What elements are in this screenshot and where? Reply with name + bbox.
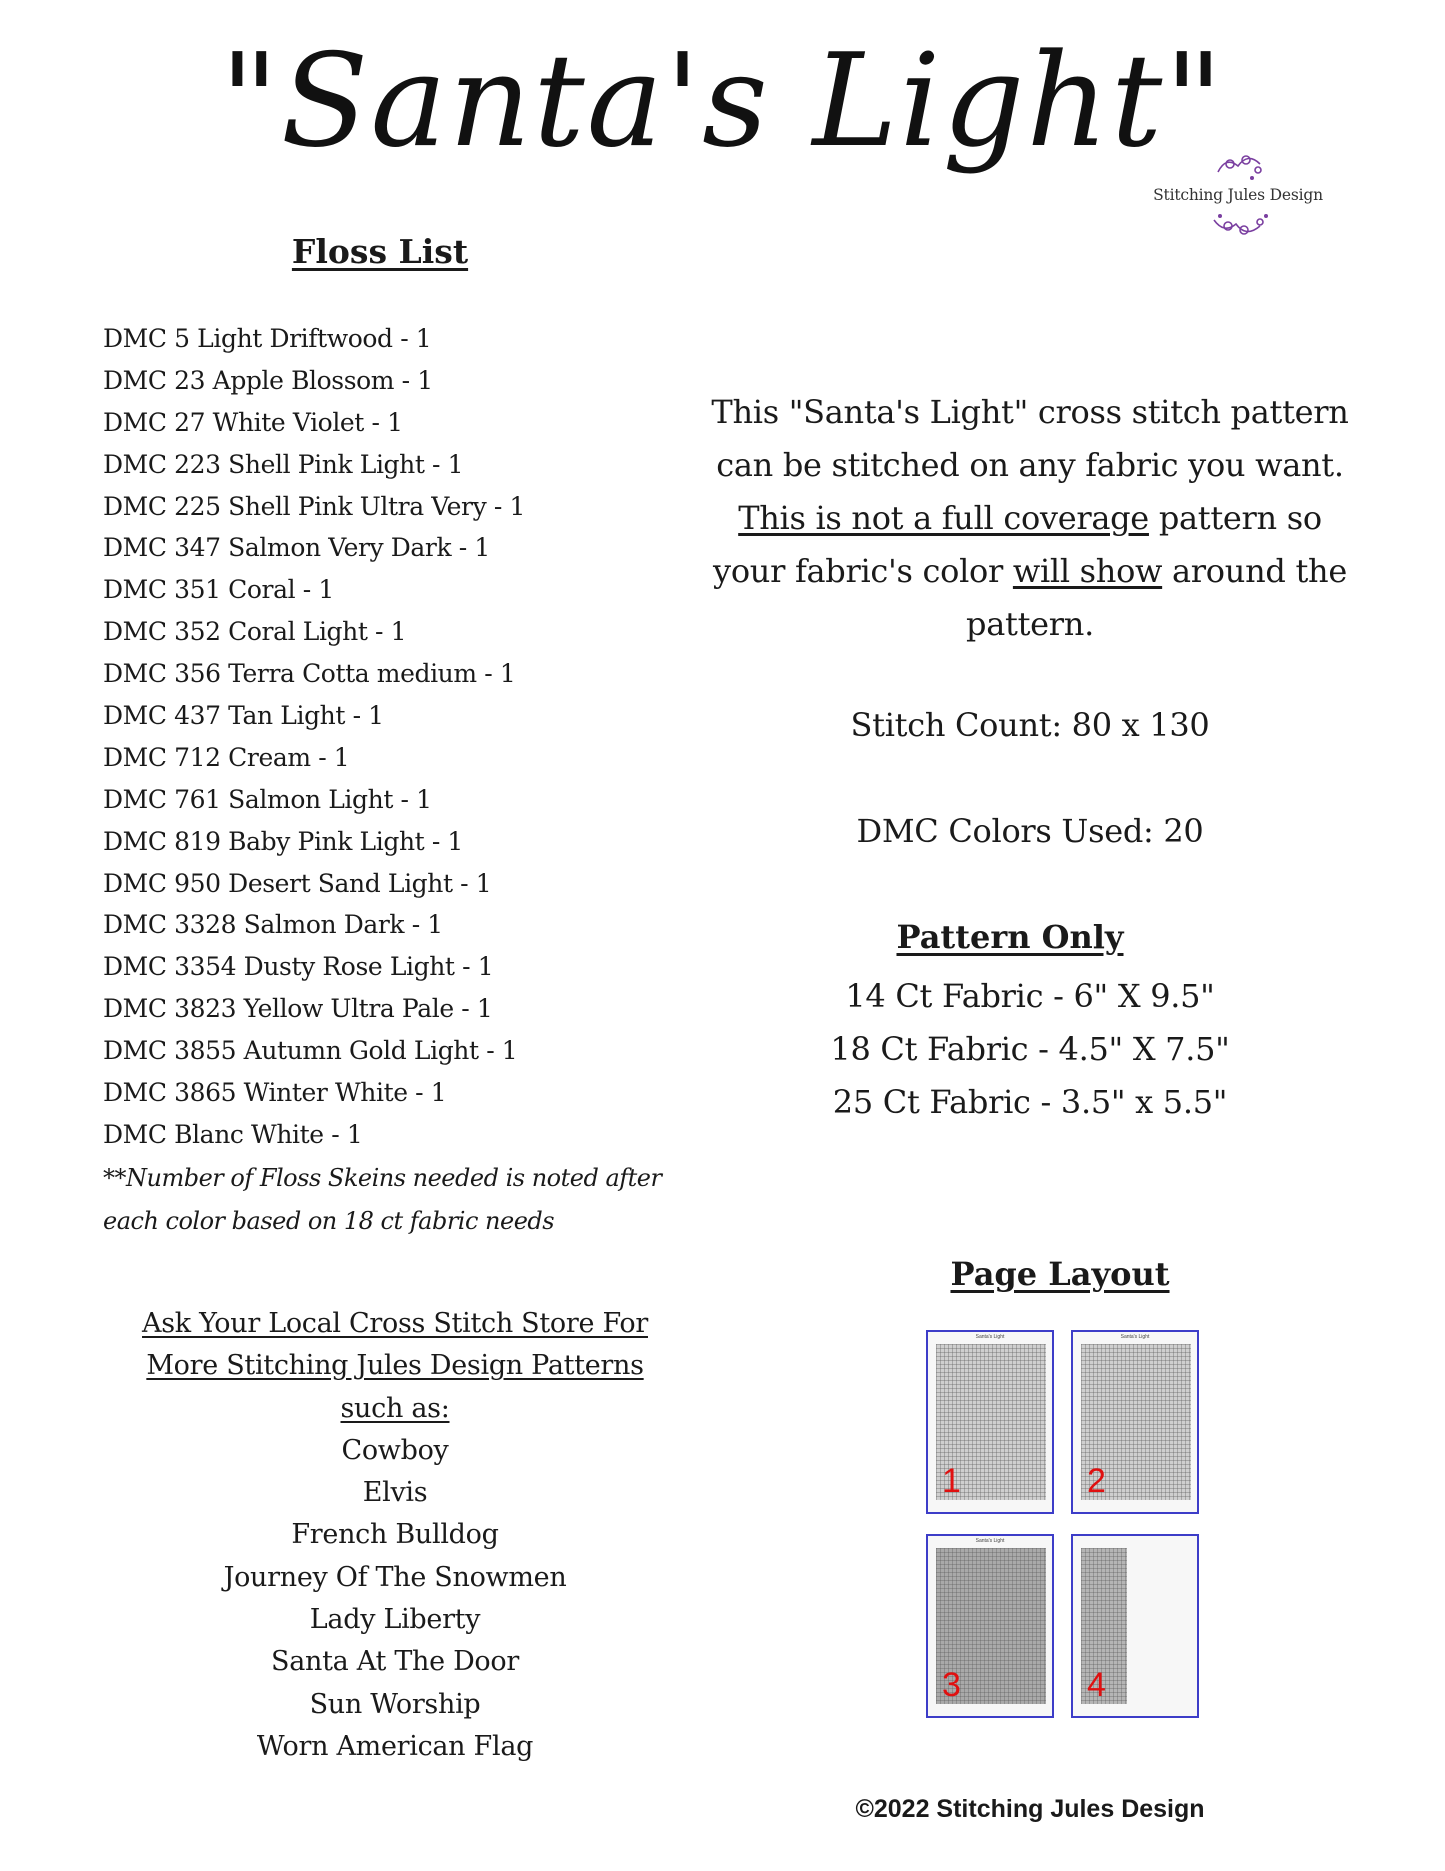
pattern-name: Worn American Flag — [256, 1730, 534, 1762]
floss-item: DMC 3354 Dusty Rose Light - 1 — [103, 952, 494, 982]
ask-line: such as: — [340, 1392, 450, 1424]
page-thumbnail-2 — [1071, 1330, 1199, 1514]
stitch-count: Stitch Count: 80 x 130 — [850, 706, 1210, 744]
colors-used: DMC Colors Used: 20 — [856, 812, 1204, 850]
pattern-name-list — [95, 1430, 695, 1768]
ask-line: Ask Your Local Cross Stitch Store For — [142, 1308, 648, 1339]
floss-list-heading: Floss List — [291, 232, 469, 271]
floss-item: DMC 3328 Salmon Dark - 1 — [103, 910, 443, 940]
pattern-description — [700, 386, 1360, 651]
more-patterns-section — [95, 1303, 695, 1768]
floss-item: DMC 5 Light Driftwood - 1 — [103, 324, 432, 353]
pattern-name: Journey Of The Snowmen — [223, 1561, 567, 1593]
floss-item: DMC 3865 Winter White - 1 — [103, 1078, 447, 1108]
floss-item: DMC 3855 Autumn Gold Light - 1 — [103, 1036, 518, 1066]
logo-text: Stitching Jules Design — [1153, 186, 1323, 204]
floss-item: DMC 437 Tan Light - 1 — [103, 701, 384, 731]
page-layout-heading: Page Layout — [950, 1255, 1170, 1293]
pattern-title: "Santa's Light" — [219, 27, 1226, 176]
description-text: This "Santa's Light" cross stitch pattern can be stitched on any fabric you want. — [711, 393, 1349, 484]
brand-logo — [1148, 150, 1328, 240]
floss-item: DMC 761 Salmon Light - 1 — [103, 784, 432, 814]
page-thumbnail-title: Santa's Light — [975, 1334, 1005, 1340]
floss-item: DMC 950 Desert Sand Light - 1 — [103, 868, 492, 898]
floss-item: DMC 819 Baby Pink Light - 1 — [103, 826, 463, 856]
pattern-name: Santa At The Door — [271, 1646, 519, 1678]
pattern-name: Lady Liberty — [309, 1604, 481, 1636]
floss-item: DMC 712 Cream - 1 — [103, 742, 350, 772]
fabric-size-list — [700, 970, 1360, 1129]
floss-item: DMC 27 White Violet - 1 — [103, 407, 403, 437]
pattern-name: Elvis — [362, 1477, 428, 1509]
page-thumbnail-1 — [926, 1330, 1054, 1514]
page-number: 1 — [942, 1462, 961, 1500]
pattern-name: Sun Worship — [309, 1688, 481, 1720]
description-text: pattern so your fabric's color — [713, 499, 1322, 590]
fabric-size-item: 25 Ct Fabric - 3.5" x 5.5" — [832, 1083, 1228, 1121]
description-emphasis: will show — [1012, 552, 1163, 590]
fabric-size-item: 18 Ct Fabric - 4.5" X 7.5" — [830, 1030, 1230, 1068]
more-patterns-heading — [95, 1303, 695, 1430]
page-thumbnail-3 — [926, 1534, 1054, 1718]
floss-item: DMC 356 Terra Cotta medium - 1 — [103, 659, 516, 689]
floss-item: DMC 351 Coral - 1 — [103, 575, 334, 605]
page-thumbnail-4 — [1071, 1534, 1199, 1718]
floss-item: DMC 352 Coral Light - 1 — [103, 617, 407, 647]
floss-list — [103, 318, 525, 1156]
pattern-name: Cowboy — [341, 1434, 449, 1466]
pattern-name: French Bulldog — [291, 1519, 499, 1551]
pattern-only-heading: Pattern Only — [896, 918, 1124, 956]
floss-item: DMC Blanc White - 1 — [103, 1119, 363, 1149]
floss-item: DMC 225 Shell Pink Ultra Very - 1 — [103, 491, 525, 521]
description-emphasis: This is not a full coverage — [738, 499, 1149, 537]
floss-item: DMC 23 Apple Blossom - 1 — [103, 365, 433, 395]
fabric-size-item: 14 Ct Fabric - 6" X 9.5" — [845, 977, 1215, 1015]
page-number: 4 — [1087, 1666, 1106, 1704]
page-number: 3 — [942, 1666, 961, 1704]
floss-item: DMC 347 Salmon Very Dark - 1 — [103, 533, 490, 563]
floss-item: DMC 223 Shell Pink Light - 1 — [103, 449, 464, 479]
description-text: around the pattern. — [966, 552, 1347, 643]
ask-line: More Stitching Jules Design Patterns — [146, 1350, 644, 1382]
page-thumbnail-title: Santa's Light — [975, 1538, 1005, 1544]
page-thumbnail-title: Santa's Light — [1120, 1334, 1150, 1340]
floss-skein-note: **Number of Floss Skeins needed is noted after each color based on 18 ct fabric needs — [103, 1164, 662, 1235]
floss-item: DMC 3823 Yellow Ultra Pale - 1 — [103, 994, 493, 1024]
page-number: 2 — [1087, 1462, 1106, 1500]
copyright-notice: ©2022 Stitching Jules Design — [855, 1795, 1205, 1823]
